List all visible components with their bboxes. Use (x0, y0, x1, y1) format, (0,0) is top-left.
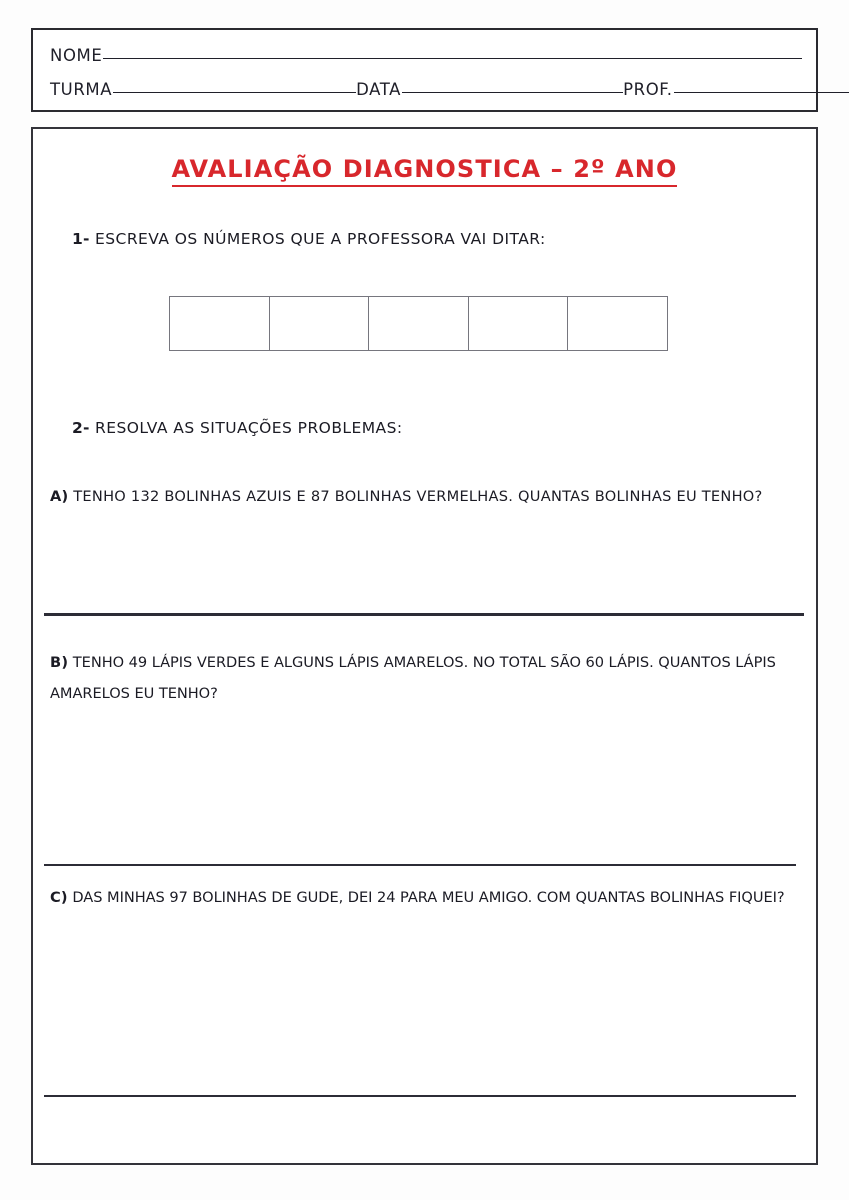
dictation-cell[interactable] (468, 296, 569, 351)
problem-b-text: TENHO 49 LÁPIS VERDES E ALGUNS LÁPIS AMARELOS. NO TOTAL SÃO 60 LÁPIS. QUANTOS LÁPIS AMARELOS EU TENHO? (50, 654, 776, 702)
question-2-heading (72, 419, 403, 437)
problem-a-marker: A) (50, 488, 69, 505)
identification-box (31, 28, 818, 112)
turma-write-line[interactable] (113, 92, 356, 93)
answer-line-c[interactable] (44, 1095, 796, 1097)
page-title-text: AVALIAÇÃO DIAGNOSTICA – 2º ANO (172, 155, 678, 187)
problem-a-text: TENHO 132 BOLINHAS AZUIS E 87 BOLINHAS VERMELHAS. QUANTAS BOLINHAS EU TENHO? (73, 488, 763, 505)
question-2-number: 2- (72, 419, 90, 437)
problem-item-b (50, 647, 802, 709)
problem-b-marker: B) (50, 654, 69, 671)
question-2-prompt: RESOLVA AS SITUAÇÕES PROBLEMAS: (95, 419, 403, 437)
question-1-number: 1- (72, 230, 90, 248)
dictation-cell[interactable] (368, 296, 469, 351)
problem-c-marker: C) (50, 889, 68, 906)
answer-line-a[interactable] (44, 613, 804, 616)
identification-row-class (50, 80, 802, 99)
data-label: DATA (356, 80, 402, 99)
nome-label: NOME (50, 46, 103, 65)
prof-label: PROF. (623, 80, 673, 99)
page-title (33, 155, 816, 187)
dictation-cell[interactable] (567, 296, 668, 351)
dictation-cell[interactable] (269, 296, 370, 351)
turma-label: TURMA (50, 80, 113, 99)
identification-row-name (50, 46, 802, 65)
prof-write-line[interactable] (674, 92, 849, 93)
question-1-heading (72, 230, 546, 248)
activity-box (31, 127, 818, 1165)
answer-line-b[interactable] (44, 864, 796, 866)
data-write-line[interactable] (402, 92, 623, 93)
dictation-answer-grid (169, 296, 668, 351)
dictation-cell[interactable] (169, 296, 270, 351)
problem-item-c (50, 882, 802, 913)
problem-item-a (50, 481, 802, 512)
problem-c-text: DAS MINHAS 97 BOLINHAS DE GUDE, DEI 24 PARA MEU AMIGO. COM QUANTAS BOLINHAS FIQUEI? (72, 889, 785, 906)
nome-write-line[interactable] (103, 58, 802, 59)
question-1-prompt: ESCREVA OS NÚMEROS QUE A PROFESSORA VAI DITAR: (95, 230, 546, 248)
